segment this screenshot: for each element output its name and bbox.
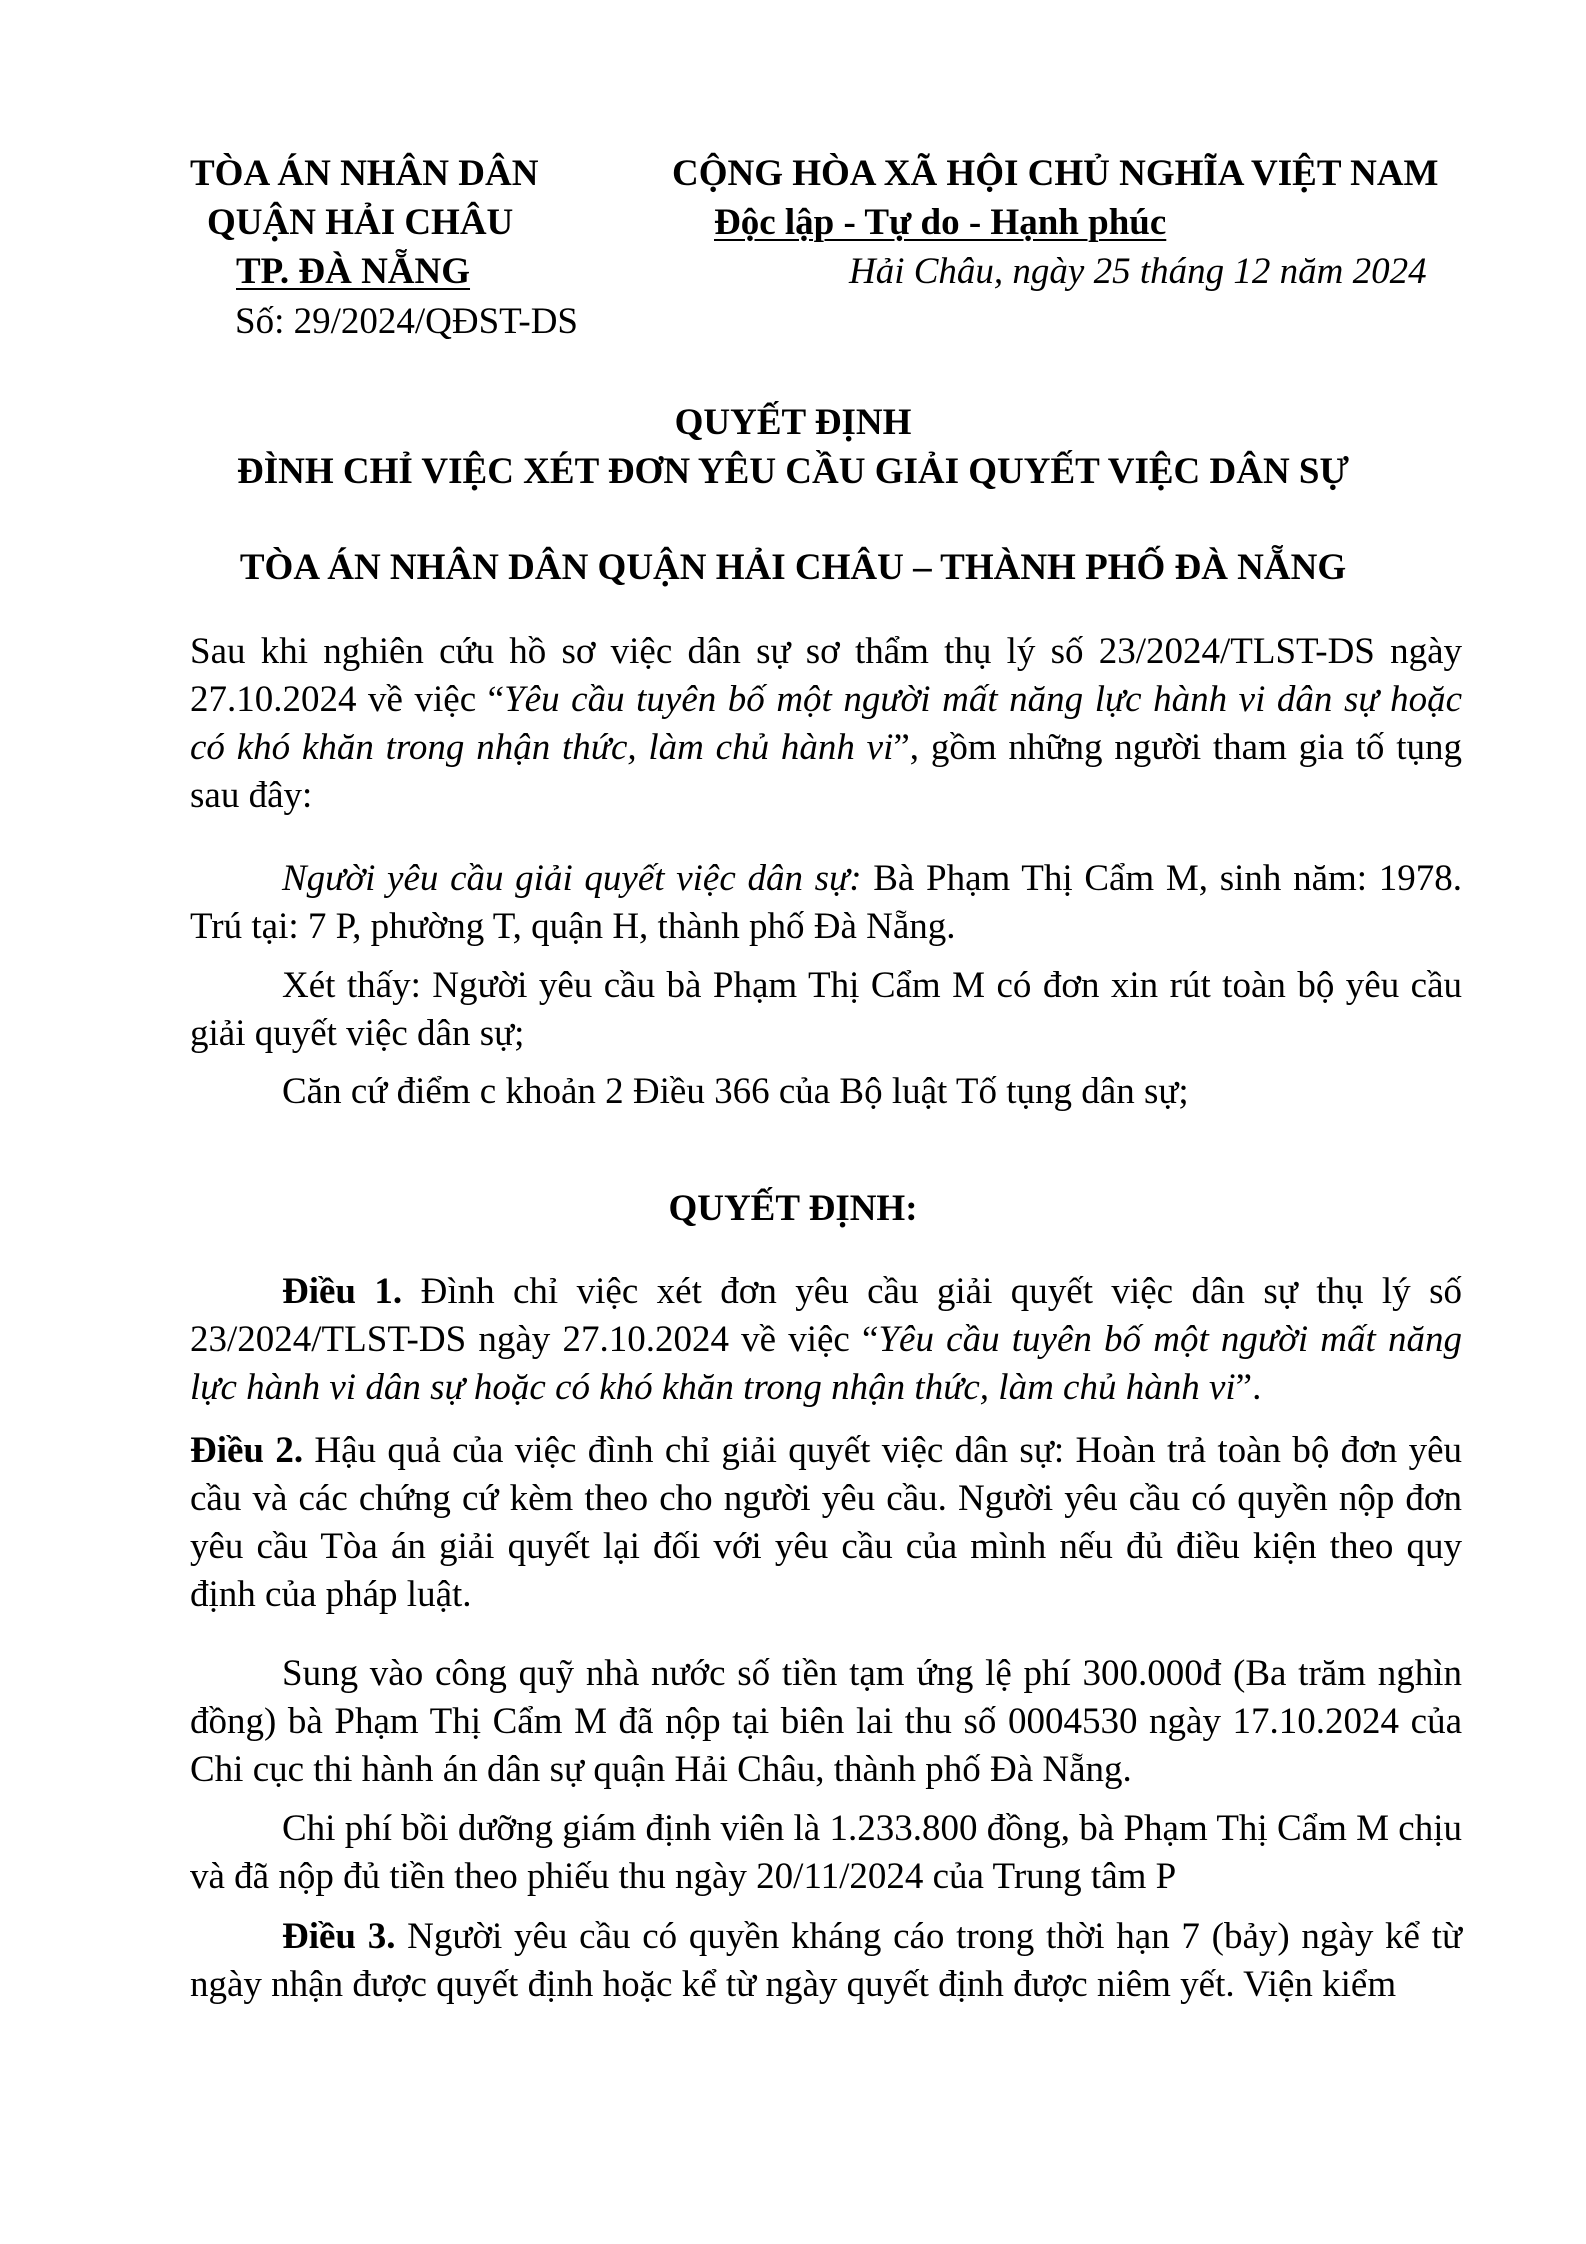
legal-basis-paragraph: Căn cứ điểm c khoản 2 Điều 366 của Bộ luật Tố tụng dân sự; <box>282 1071 1189 1112</box>
national-motto: Độc lập - Tự do - Hạnh phúc <box>714 202 1167 243</box>
article-3-label: Điều 3. <box>282 1916 396 1957</box>
article-2: Điều 2. Hậu quả của việc đình chỉ giải quyết việc dân sự: Hoàn trả toàn bộ đơn yêu cầu và các chứng cứ kèm theo cho người yêu cầu. Người yêu cầu có quyền nộp đơn yêu cầu Tòa án giải quyết lại đối với yêu cầu của mình nếu đủ điều kiện theo quy định của pháp luật. <box>190 1430 1462 1615</box>
article-3: Điều 3. Người yêu cầu có quyền kháng cáo trong thời hạn 7 (bảy) ngày kể từ ngày nhận được quyết định hoặc kể từ ngày quyết định được niêm yết. Viện kiểm <box>190 1916 1463 2005</box>
intro-paragraph: Sau khi nghiên cứu hồ sơ việc dân sự sơ thẩm thụ lý số 23/2024/TLST-DS ngày 27.10.2024 về việc “Yêu cầu tuyên bố một người mất năng lực hành vi dân sự hoặc có khó khăn trong nhận thức, làm chủ hành vi”, gồm những người tham gia tố tụng sau đây: <box>190 631 1462 816</box>
article-2-label: Điều 2. <box>190 1430 304 1471</box>
court-full-name: TÒA ÁN NHÂN DÂN QUẬN HẢI CHÂU – THÀNH PHỐ ĐÀ NẴNG <box>239 547 1347 588</box>
article-1: Điều 1. Đình chỉ việc xét đơn yêu cầu giải quyết việc dân sự thụ lý số 23/2024/TLST-DS ngày 27.10.2024 về việc “Yêu cầu tuyên bố một người mất năng lực hành vi dân sự hoặc có khó khăn trong nhận thức, làm chủ hành vi”. <box>190 1271 1462 1408</box>
court-name-line2: QUẬN HẢI CHÂU <box>207 202 514 243</box>
republic-heading: CỘNG HÒA XÃ HỘI CHỦ NGHĨA VIỆT NAM <box>672 153 1439 194</box>
petitioner-label: Người yêu cầu giải quyết việc dân sự: <box>282 858 862 899</box>
fee-paragraph: Sung vào công quỹ nhà nước số tiền tạm ứng lệ phí 300.000đ (Ba trăm nghìn đồng) bà Phạm Thị Cẩm M đã nộp tại biên lai thu số 0004530 ngày 17.10.2024 của Chi cục thi hành án dân sự quận Hải Châu, thành phố Đà Nẵng. <box>190 1653 1462 1790</box>
place-and-date: Hải Châu, ngày 25 tháng 12 năm 2024 <box>849 251 1427 292</box>
finding-paragraph: Xét thấy: Người yêu cầu bà Phạm Thị Cẩm M có đơn xin rút toàn bộ yêu cầu giải quyết việc dân sự; <box>190 965 1462 1054</box>
petitioner-paragraph: Người yêu cầu giải quyết việc dân sự: Bà Phạm Thị Cẩm M, sinh năm: 1978. Trú tại: 7 P, phường T, quận H, thành phố Đà Nẵng. <box>190 858 1462 947</box>
cost-paragraph: Chi phí bồi dưỡng giám định viên là 1.233.800 đồng, bà Phạm Thị Cẩm M chịu và đã nộp đủ tiền theo phiếu thu ngày 20/11/2024 của Trung tâm P <box>190 1808 1462 1897</box>
court-name-line1: TÒA ÁN NHÂN DÂN <box>190 153 539 194</box>
article-1-label: Điều 1. <box>282 1271 403 1312</box>
document-subtitle: ĐÌNH CHỈ VIỆC XÉT ĐƠN YÊU CẦU GIẢI QUYẾT VIỆC DÂN SỰ <box>237 451 1349 492</box>
court-name-line3: TP. ĐÀ NẴNG <box>236 251 471 292</box>
decision-heading: QUYẾT ĐỊNH: <box>668 1188 918 1229</box>
document-number: Số: 29/2024/QĐST-DS <box>235 301 579 342</box>
document-title: QUYẾT ĐỊNH <box>674 402 912 443</box>
